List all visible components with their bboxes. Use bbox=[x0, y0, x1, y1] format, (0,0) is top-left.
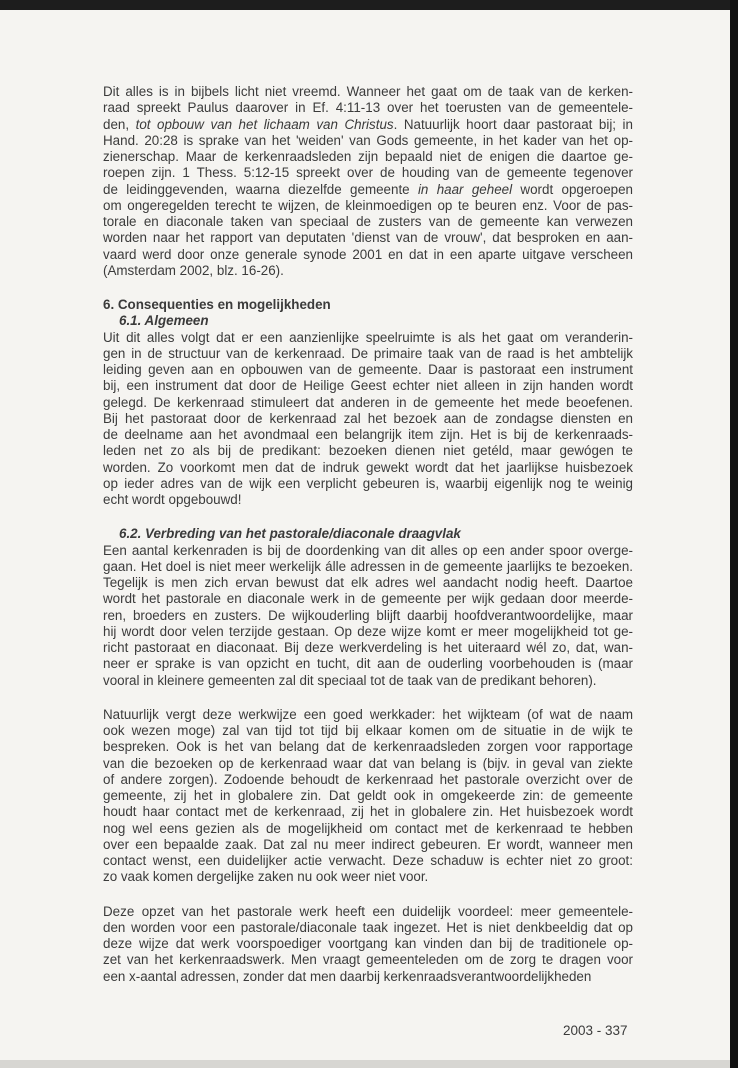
text-line: of andere zorgen). Zodoende behoudt de kerkenraad het pastorale overzicht over de bbox=[103, 771, 633, 787]
text-line: bij, een instrument dat door de Heilige Geest echter niet alleen in zijn handen wordt bbox=[103, 378, 633, 394]
text-line: nog wel eens gezien als de mogelijkheid om contact met de kerkenraad te hebben bbox=[103, 820, 633, 836]
text-line: over een bepaalde zaak. Dat zal nu meer indirect gebeuren. Er wordt, wanneer men bbox=[103, 836, 633, 852]
paragraph-4 bbox=[103, 707, 633, 886]
text-line: worden naar het rapport van deputaten 'dienst van de vrouw', dat besproken en aan- bbox=[103, 230, 633, 246]
paragraph-5 bbox=[103, 904, 633, 985]
text-line: Bij het pastoraat door de kerkenraad zal het bezoek aan de zondagse diensten en bbox=[103, 410, 633, 426]
text-line: gen in de structuur van de kerkenraad. De primaire taak van de raad is het ambtelijk bbox=[103, 345, 633, 361]
text-line: zienerschap. Maar de kerkenraadsleden zijn bepaald niet de enigen die daartoe ge- bbox=[103, 149, 633, 164]
text-line: op ieder adres van de wijk een verplicht gebeuren is, waarbij eigenlijk nog te weinig bbox=[103, 475, 633, 491]
text-line: den, tot opbouw van het lichaam van Christus. Natuurlijk hoort daar pastoraat bij; in bbox=[103, 116, 633, 132]
text-line: Dit alles is in bijbels licht niet vreemd. Wanneer het gaat om de taak van de kerken- bbox=[103, 84, 633, 99]
text-line: Uit dit alles volgt dat er een aanzienlijke speelruimte is als het gaat om veranderin- bbox=[103, 329, 633, 345]
text-line: Een aantal kerkenraden is bij de doordenking van dit alles op een ander spoor overge- bbox=[103, 542, 633, 558]
text-line: van die bezoeken op de kerkenraad waar dat van belang is (bijv. in geval van ziekte bbox=[103, 755, 633, 771]
text-line: raad spreekt Paulus daarover in Ef. 4:11-13 over het toerusten van de gemeentele- bbox=[103, 100, 633, 116]
section-heading: 6. Consequenties en mogelijkheden bbox=[103, 297, 331, 312]
text-line: vaard werd door onze generale synode 2001 en dat in een aparte uitgave verscheen bbox=[103, 246, 633, 262]
paragraph-1 bbox=[103, 84, 633, 279]
subsection-heading-algemeen: 6.1. Algemeen bbox=[119, 313, 209, 329]
text-line: Natuurlijk vergt deze werkwijze een goed werkkader: het wijkteam (of wat de naam bbox=[103, 706, 633, 722]
text-line: richt pastoraat en diaconaat. Bij deze werkverdeling is het uiteraard wél zo, dat, wan- bbox=[103, 640, 633, 655]
text-line: Hand. 20:28 is sprake van het 'weiden' van Gods gemeente, in het kader van het op- bbox=[103, 132, 633, 148]
text-line: gelegd. De kerkenraad stimuleert dat anderen in de gemeente het mede beoefenen. bbox=[103, 394, 633, 410]
text-line: deze wijze dat werk voorspoediger voortgang kan vinden dan bij de traditionele op- bbox=[103, 936, 633, 951]
text-line: neer er sprake is van opzicht en tucht, dit aan de ouderling voorbehouden is (maar bbox=[103, 656, 633, 672]
article-body bbox=[103, 84, 633, 985]
text-line: bespreken. Ook is het van belang dat de kerkenraadsleden zorgen voor rapportage bbox=[103, 739, 633, 755]
text-line: gemeente, zij het in globalere zin. Dat geldt ook in omgekeerde zin: de gemeente bbox=[103, 788, 633, 803]
text-line: een x-aantal adressen, zonder dat men daarbij kerkenraadsverantwoordelijkheden bbox=[103, 968, 592, 984]
text-line: echt wordt opgebouwd! bbox=[103, 492, 242, 507]
paragraph-2 bbox=[103, 330, 633, 509]
text-line: zet van het kerkenraadswerk. Men vraagt gemeenteleden om de zorg te dragen voor bbox=[103, 952, 633, 968]
text-line: leiding geven aan en opbouwen van de gemeente. Daar is pastoraat een instrument bbox=[103, 362, 633, 377]
text-line: torale en diaconale taken van speciaal de zusters van de gemeente kan verwezen bbox=[103, 214, 633, 229]
text-line: houdt haar contact met de kerkenraad, zij het in globalere zin. Het huisbezoek wordt bbox=[103, 804, 633, 820]
text-line: Tegelijk is men zich ervan bewust dat elk adres wel aandacht nodig heeft. Daartoe bbox=[103, 575, 633, 590]
text-line: contact wenst, een duidelijker actie verwacht. Deze schaduw is echter niet zo groot: bbox=[103, 853, 633, 868]
text-line: Deze opzet van het pastorale werk heeft een duidelijk voordeel: meer gemeentele- bbox=[103, 903, 633, 919]
scan-bottom-edge bbox=[0, 1060, 738, 1068]
text-line: ook wezen moge) zal van tijd tot tijd bij elkaar komen om de situatie in de wijk te bbox=[103, 723, 633, 738]
scan-right-edge bbox=[730, 0, 738, 1068]
subsection-heading-verbreding: 6.2. Verbreding van het pastorale/diaconale draagvlak bbox=[119, 526, 461, 542]
text-line: wordt het pastorale en diaconale werk in de gemeente per wijk gedaan door meerde- bbox=[103, 591, 633, 607]
text-line: worden. Zo voorkomt men dat de indruk gewekt wordt dat het jaarlijkse huisbezoek bbox=[103, 459, 633, 475]
text-line: roepen zijn. 1 Thess. 5:12-15 spreekt over de houding van de gemeente tegenover bbox=[103, 165, 633, 181]
text-line: den worden voor een pastorale/diaconale taak ingezet. Het is niet denkbeeldig dat op bbox=[103, 919, 633, 935]
page-number: 2003 - 337 bbox=[563, 1023, 628, 1038]
text-line: de deelname aan het avondmaal een belangrijk item zijn. Het is bij de kerkenraads- bbox=[103, 427, 633, 442]
text-line: hij wordt door velen terzijde gestaan. Op deze wijze komt er meer mogelijkheid tot ge- bbox=[103, 623, 633, 639]
text-line: zo vaak komen dergelijke zaken nu ook weer niet voor. bbox=[103, 869, 429, 885]
text-line: de leidinggevenden, waarna diezelfde gemeente in haar geheel wordt opgeroepen bbox=[103, 181, 633, 197]
text-line: om ongeregelden terecht te wijzen, de kleinmoedigen op te beuren enz. Voor de pas- bbox=[103, 197, 633, 213]
text-line: leden net zo als bij de predikant: bezoeken dienen niet getéld, maar gewógen te bbox=[103, 443, 633, 459]
text-line: gaan. Het doel is niet meer werkelijk álle adressen in de gemeente jaarlijks te bezoeken. bbox=[103, 558, 633, 574]
text-line: (Amsterdam 2002, blz. 16-26). bbox=[103, 262, 284, 278]
paragraph-3 bbox=[103, 543, 633, 689]
text-line: vooral in kleinere gemeenten zal dit speciaal tot de taak van de predikant behoren). bbox=[103, 672, 597, 688]
text-line: ren, broeders en zusters. De wijkouderling blijft daarbij hoofdverantwoordelijke, maar bbox=[103, 607, 633, 623]
